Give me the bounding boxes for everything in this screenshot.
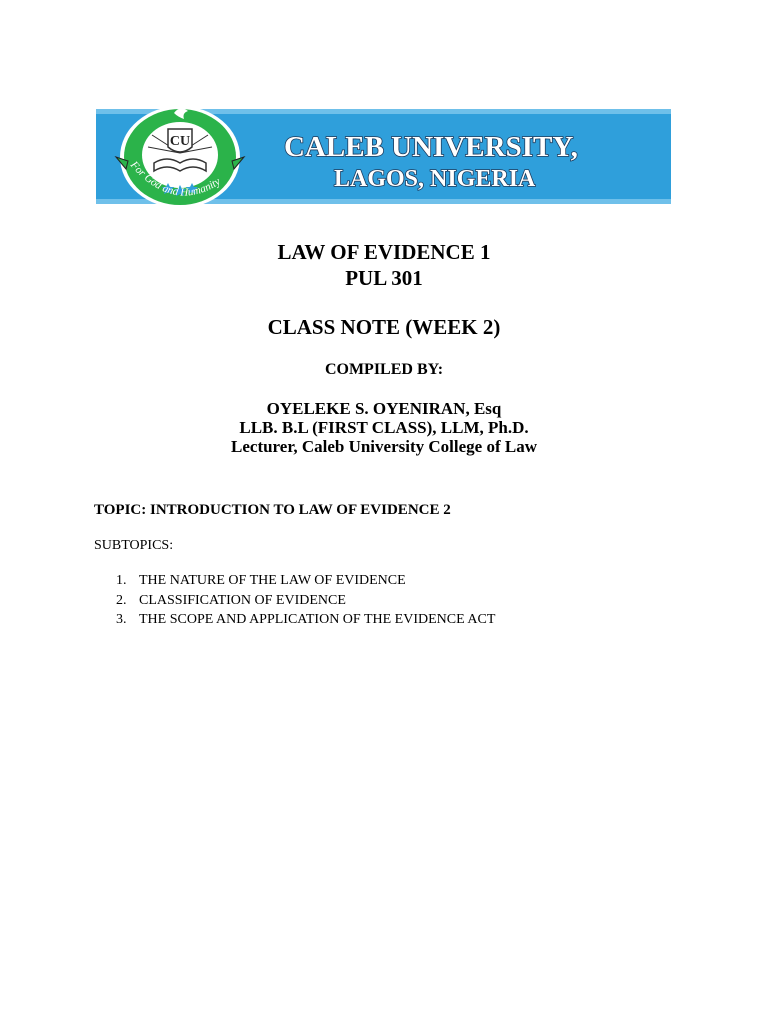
topic-heading: TOPIC: INTRODUCTION TO LAW OF EVIDENCE 2 [94,502,451,518]
logo-initials: CU [169,134,191,149]
subtopics-list [116,571,495,630]
author-qualifications: LLB. B.L (FIRST CLASS), LLM, Ph.D. [239,418,529,437]
course-title: LAW OF EVIDENCE 1 [277,240,491,264]
list-item-text: THE NATURE OF THE LAW OF EVIDENCE [139,573,406,588]
class-note-title: CLASS NOTE (WEEK 2) [267,315,501,339]
list-item-text: THE SCOPE AND APPLICATION OF THE EVIDENCE ACT [139,612,496,627]
list-item [116,591,495,611]
subtopics-label: SUBTOPICS: [94,538,174,553]
list-item [116,610,495,630]
university-banner [96,105,671,208]
list-item [116,571,495,591]
list-item-text: CLASSIFICATION OF EVIDENCE [139,592,346,608]
author-name: OYELEKE S. OYENIRAN, Esq [266,399,502,418]
course-code: PUL 301 [345,266,423,290]
author-block [0,399,768,456]
list-item-number: 1. [116,573,127,588]
university-location: LAGOS, NIGERIA [334,166,536,192]
university-name: CALEB UNIVERSITY, [284,131,578,163]
list-item-number: 2. [116,592,127,608]
compiled-by-label: COMPILED BY: [324,361,444,378]
author-position: Lecturer, Caleb University College of Law [231,437,537,456]
list-item-number: 3. [116,612,127,627]
logo-motto: For God and Humanity [127,159,223,199]
